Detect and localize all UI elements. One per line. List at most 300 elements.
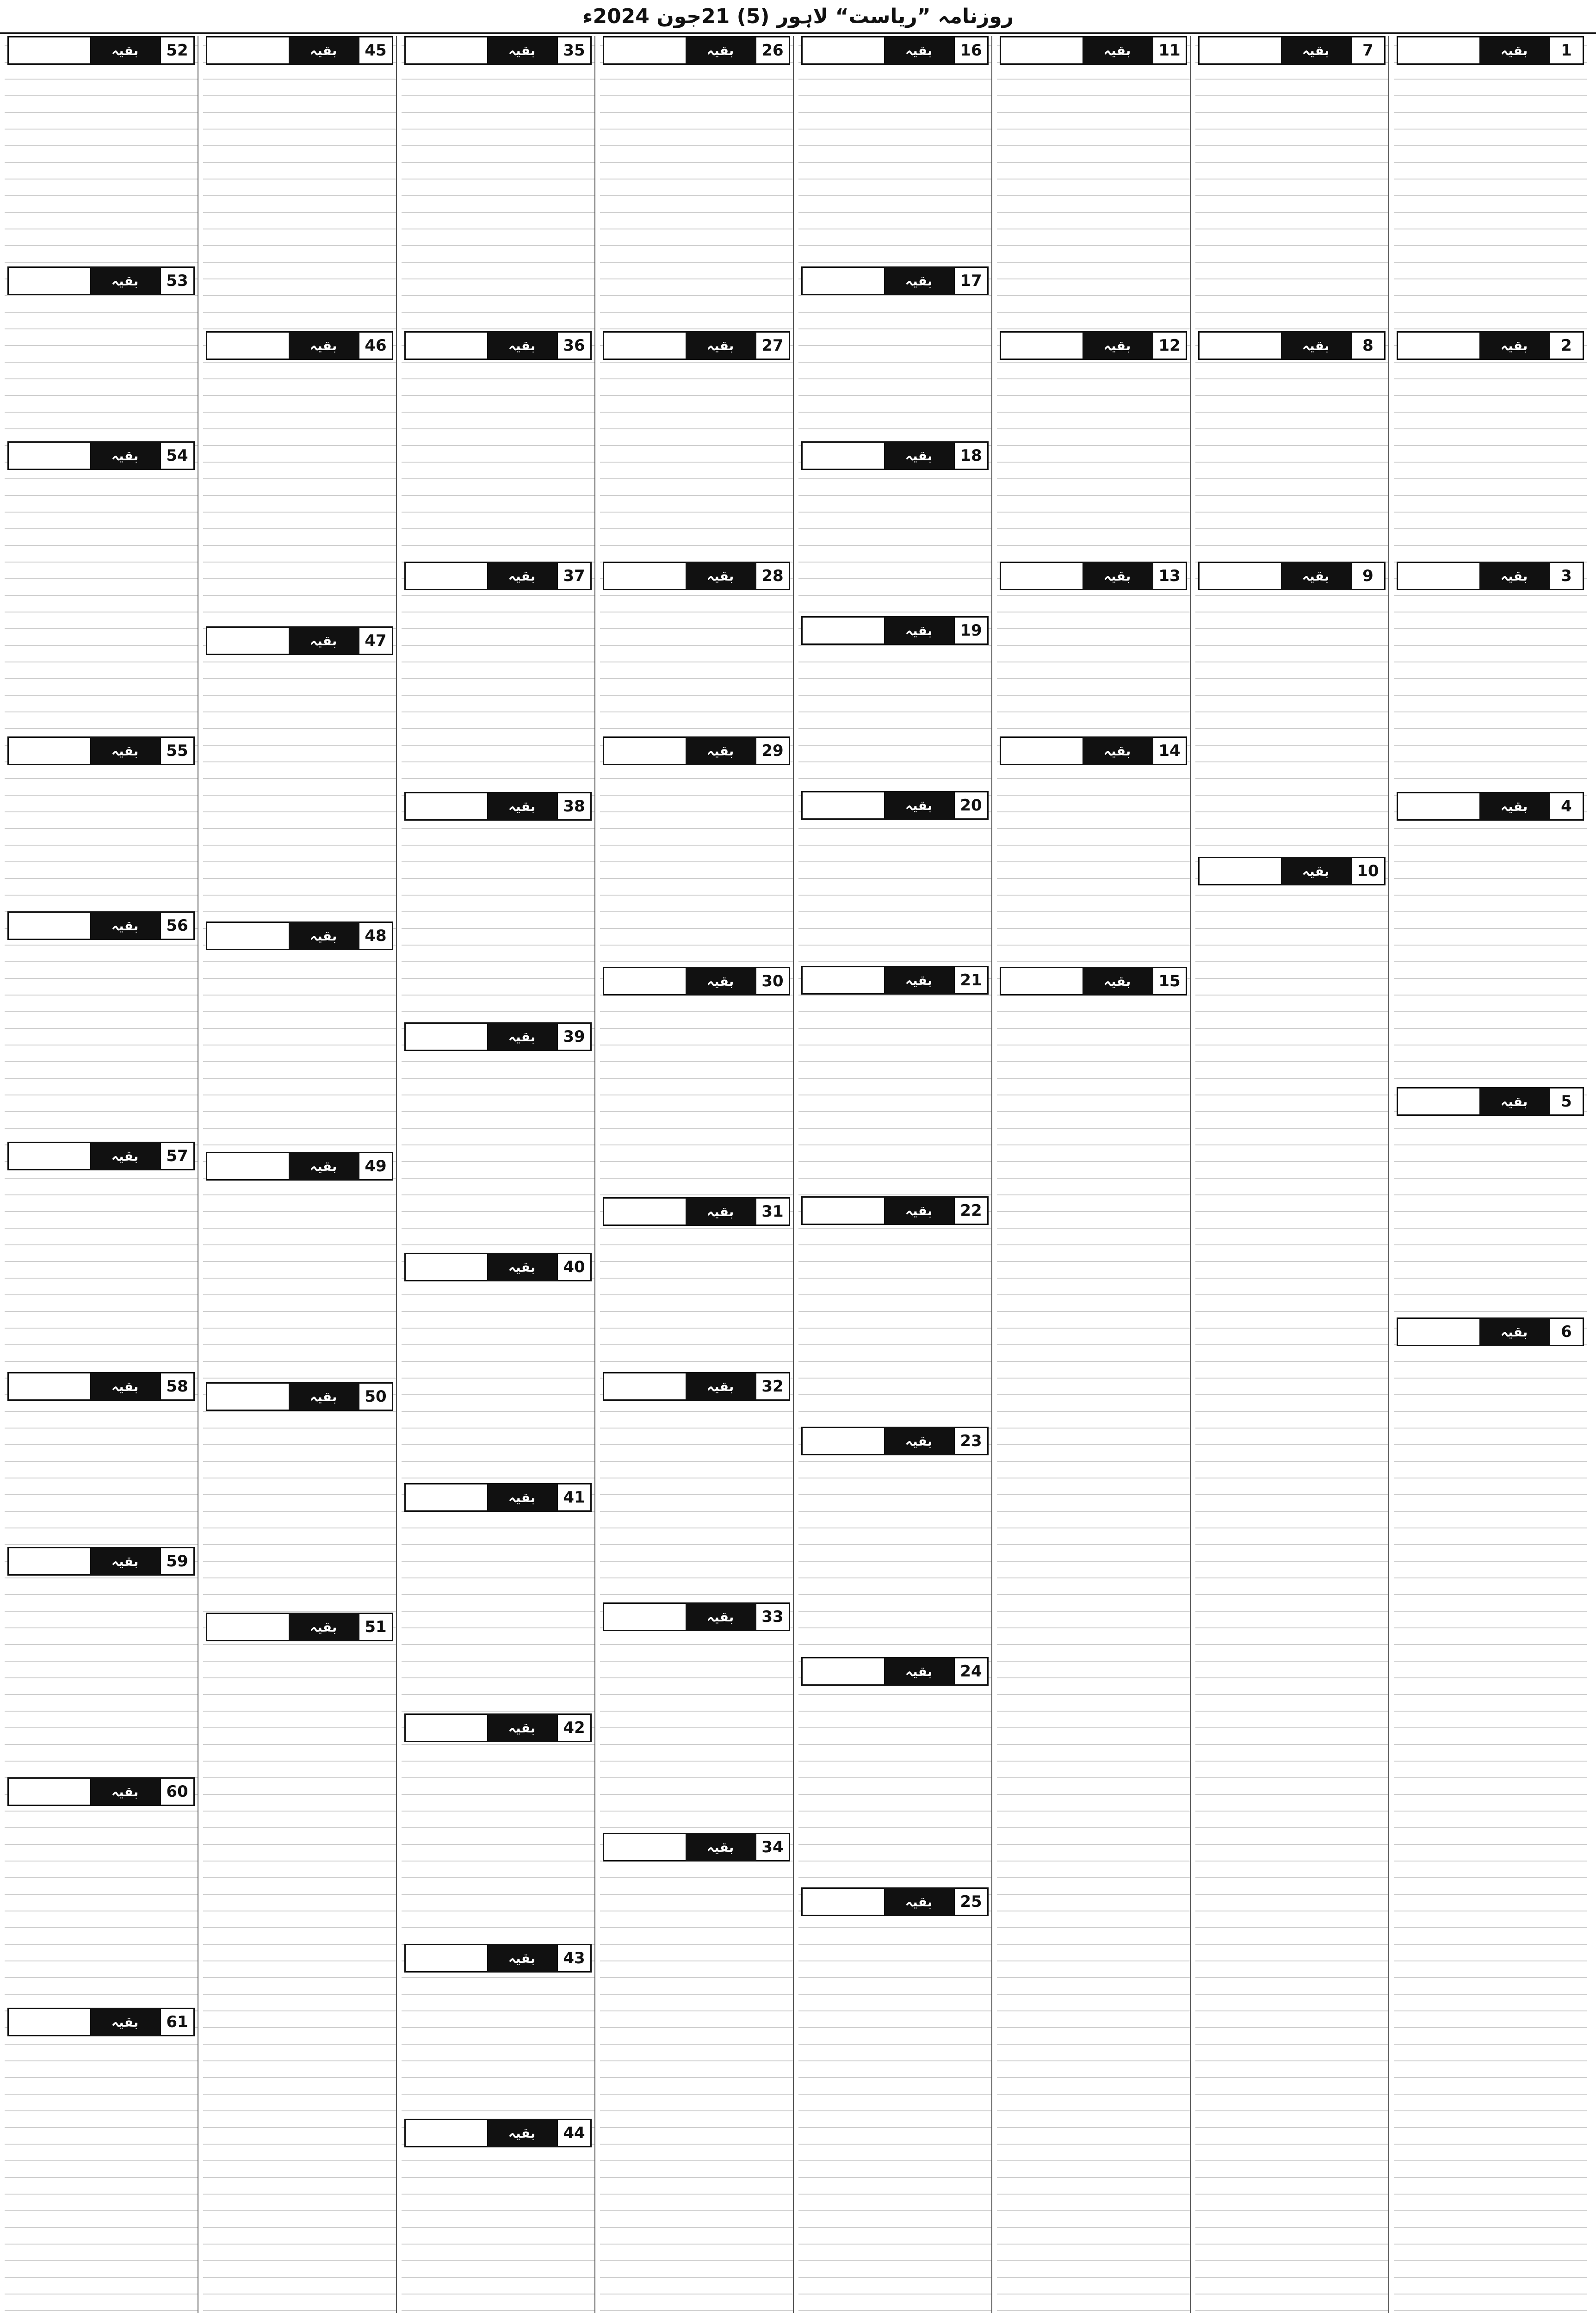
story-header-rule bbox=[803, 268, 884, 294]
masthead-title: روزنامہ ”ریاست“ لاہور (5) 21جون 2024ء bbox=[0, 0, 1596, 34]
story-header bbox=[603, 331, 790, 360]
story-header bbox=[206, 921, 393, 950]
continued-story bbox=[801, 441, 989, 609]
story-label: بقیہ bbox=[1281, 858, 1350, 884]
story-header bbox=[1000, 736, 1187, 765]
continued-story bbox=[801, 1887, 989, 2055]
story-body-text-lines bbox=[7, 1576, 195, 1770]
continued-story bbox=[7, 2008, 195, 2295]
story-body-text-lines bbox=[404, 360, 592, 554]
story-header bbox=[603, 1372, 790, 1401]
story-label: بقیہ bbox=[90, 1373, 160, 1399]
story-label: بقیہ bbox=[90, 268, 160, 294]
story-header bbox=[404, 331, 592, 360]
story-header-rule bbox=[406, 37, 487, 63]
story-header-rule bbox=[1001, 968, 1083, 994]
story-header-rule bbox=[803, 967, 884, 993]
story-body-text-lines bbox=[404, 1512, 592, 1706]
story-body-text-lines bbox=[1198, 360, 1386, 554]
continued-story bbox=[1198, 331, 1386, 554]
continued-story bbox=[7, 1547, 195, 1770]
story-header-rule bbox=[803, 1198, 884, 1224]
story-header-rule bbox=[406, 1945, 487, 1971]
continued-story bbox=[801, 966, 989, 1189]
story-label: بقیہ bbox=[1479, 1319, 1549, 1345]
story-label: بقیہ bbox=[686, 333, 755, 359]
continued-story bbox=[603, 1197, 790, 1365]
story-header bbox=[1198, 331, 1386, 360]
continued-story bbox=[801, 36, 989, 259]
continued-story bbox=[404, 1713, 592, 1936]
story-body-text-lines bbox=[206, 360, 393, 619]
story-number: 1 bbox=[1549, 37, 1583, 63]
story-number: 36 bbox=[557, 333, 590, 359]
story-label: بقیہ bbox=[487, 1484, 557, 1510]
story-number: 35 bbox=[557, 37, 590, 63]
story-header bbox=[801, 1887, 989, 1916]
continued-story bbox=[801, 1427, 989, 1650]
story-body-text-lines bbox=[7, 295, 195, 434]
story-header bbox=[206, 331, 393, 360]
story-number: 11 bbox=[1152, 37, 1186, 63]
story-header-rule bbox=[207, 628, 289, 654]
story-header bbox=[1397, 36, 1584, 65]
story-number: 8 bbox=[1350, 333, 1384, 359]
story-body-text-lines bbox=[1198, 65, 1386, 324]
story-header bbox=[1198, 36, 1386, 65]
story-body-text-lines bbox=[404, 821, 592, 1015]
story-header bbox=[801, 966, 989, 995]
story-number: 52 bbox=[160, 37, 193, 63]
continued-story bbox=[603, 562, 790, 729]
story-body-text-lines bbox=[7, 470, 195, 729]
story-header bbox=[206, 1382, 393, 1411]
continued-story bbox=[404, 1022, 592, 1245]
story-header-rule bbox=[604, 1834, 686, 1860]
story-label: بقیہ bbox=[289, 1153, 358, 1179]
story-header-rule bbox=[9, 913, 90, 939]
story-header-rule bbox=[406, 1715, 487, 1741]
continued-story bbox=[603, 36, 790, 324]
story-number: 19 bbox=[953, 618, 987, 643]
story-label: بقیہ bbox=[90, 37, 160, 63]
story-header-rule bbox=[803, 443, 884, 469]
story-body-text-lines bbox=[1397, 65, 1584, 324]
story-label: بقیہ bbox=[1479, 37, 1549, 63]
story-number: 4 bbox=[1549, 793, 1583, 819]
story-number: 29 bbox=[755, 738, 789, 764]
continued-story bbox=[7, 266, 195, 434]
story-header bbox=[7, 1547, 195, 1576]
story-number: 41 bbox=[557, 1484, 590, 1510]
story-number: 28 bbox=[755, 563, 789, 589]
story-header bbox=[206, 36, 393, 65]
story-header bbox=[404, 1022, 592, 1051]
story-number: 58 bbox=[160, 1373, 193, 1399]
story-body-text-lines bbox=[404, 65, 592, 324]
story-label: بقیہ bbox=[884, 37, 953, 63]
story-header-rule bbox=[406, 793, 487, 819]
story-header bbox=[7, 1372, 195, 1401]
story-body-text-lines bbox=[801, 1455, 989, 1650]
continued-story bbox=[603, 1833, 790, 2056]
story-number: 44 bbox=[557, 2120, 590, 2146]
story-header bbox=[801, 1196, 989, 1225]
story-header-rule bbox=[604, 1604, 686, 1630]
story-header bbox=[603, 562, 790, 590]
story-number: 7 bbox=[1350, 37, 1384, 63]
column-3 bbox=[997, 36, 1191, 2313]
continued-story bbox=[603, 736, 790, 959]
continued-story bbox=[404, 1253, 592, 1476]
story-body-text-lines bbox=[801, 995, 989, 1189]
story-header-rule bbox=[207, 1384, 289, 1410]
story-header-rule bbox=[9, 443, 90, 469]
story-header-rule bbox=[604, 37, 686, 63]
story-number: 12 bbox=[1152, 333, 1186, 359]
continued-story bbox=[1000, 736, 1187, 959]
continued-story bbox=[801, 616, 989, 784]
story-number: 32 bbox=[755, 1373, 789, 1399]
story-header-rule bbox=[604, 333, 686, 359]
story-label: بقیہ bbox=[686, 37, 755, 63]
story-header-rule bbox=[207, 1153, 289, 1179]
story-header bbox=[1000, 562, 1187, 590]
story-header-rule bbox=[9, 37, 90, 63]
story-number: 59 bbox=[160, 1548, 193, 1574]
story-body-text-lines bbox=[1397, 360, 1584, 554]
story-body-text-lines bbox=[801, 470, 989, 609]
story-header bbox=[1000, 36, 1187, 65]
story-body-text-lines bbox=[206, 1641, 393, 1836]
story-header bbox=[404, 1483, 592, 1512]
story-header bbox=[1397, 562, 1584, 590]
story-label: بقیہ bbox=[1083, 738, 1152, 764]
story-label: بقیہ bbox=[1281, 37, 1350, 63]
story-header bbox=[7, 266, 195, 295]
story-label: بقیہ bbox=[686, 1834, 755, 1860]
story-body-text-lines bbox=[1397, 1116, 1584, 1310]
story-header bbox=[603, 36, 790, 65]
continued-story bbox=[603, 331, 790, 554]
story-label: بقیہ bbox=[1083, 333, 1152, 359]
story-label: بقیہ bbox=[884, 268, 953, 294]
story-header-rule bbox=[604, 738, 686, 764]
continued-story bbox=[603, 1372, 790, 1595]
story-label: بقیہ bbox=[487, 1715, 557, 1741]
continued-story bbox=[1000, 36, 1187, 324]
story-body-text-lines bbox=[1000, 360, 1187, 554]
story-body-text-lines bbox=[801, 820, 989, 959]
story-label: بقیہ bbox=[1479, 563, 1549, 589]
story-header-rule bbox=[406, 1254, 487, 1280]
story-header-rule bbox=[1398, 563, 1479, 589]
story-body-text-lines bbox=[7, 1401, 195, 1540]
story-header bbox=[7, 911, 195, 940]
story-body-text-lines bbox=[1397, 590, 1584, 785]
story-header bbox=[801, 266, 989, 295]
story-header bbox=[404, 1713, 592, 1742]
story-header-rule bbox=[1200, 563, 1281, 589]
story-header bbox=[801, 1427, 989, 1455]
story-label: بقیہ bbox=[487, 793, 557, 819]
continued-story bbox=[801, 1196, 989, 1419]
continued-story bbox=[603, 1602, 790, 1825]
story-number: 37 bbox=[557, 563, 590, 589]
story-header-rule bbox=[207, 37, 289, 63]
story-label: بقیہ bbox=[686, 1604, 755, 1630]
story-body-text-lines bbox=[603, 360, 790, 554]
story-body-text-lines bbox=[603, 1862, 790, 2056]
story-header-rule bbox=[207, 333, 289, 359]
story-header bbox=[7, 1142, 195, 1170]
story-number: 47 bbox=[358, 628, 392, 654]
story-label: بقیہ bbox=[90, 1779, 160, 1805]
story-label: بقیہ bbox=[487, 563, 557, 589]
story-body-text-lines bbox=[603, 1631, 790, 1825]
story-header bbox=[404, 792, 592, 821]
story-header bbox=[7, 441, 195, 470]
story-header bbox=[404, 36, 592, 65]
story-header bbox=[206, 626, 393, 655]
story-header-rule bbox=[1398, 333, 1479, 359]
story-body-text-lines bbox=[1000, 765, 1187, 959]
story-header bbox=[404, 562, 592, 590]
story-number: 15 bbox=[1152, 968, 1186, 994]
story-body-text-lines bbox=[1000, 996, 1187, 1255]
story-header bbox=[603, 967, 790, 996]
story-header-rule bbox=[604, 1199, 686, 1225]
story-label: بقیہ bbox=[1083, 37, 1152, 63]
continued-story bbox=[1397, 792, 1584, 1080]
story-body-text-lines bbox=[404, 1281, 592, 1476]
story-header-rule bbox=[9, 1373, 90, 1399]
story-number: 24 bbox=[953, 1658, 987, 1684]
story-label: بقیہ bbox=[1281, 563, 1350, 589]
story-body-text-lines bbox=[404, 2147, 592, 2286]
story-header bbox=[7, 736, 195, 765]
story-header-rule bbox=[9, 1548, 90, 1574]
continued-story bbox=[7, 1142, 195, 1365]
story-body-text-lines bbox=[603, 1401, 790, 1595]
story-header-rule bbox=[803, 792, 884, 818]
story-header-rule bbox=[9, 738, 90, 764]
story-header bbox=[801, 441, 989, 470]
continued-story bbox=[1000, 562, 1187, 729]
story-label: بقیہ bbox=[90, 2009, 160, 2035]
story-header bbox=[1397, 331, 1584, 360]
story-label: بقیہ bbox=[90, 1143, 160, 1169]
continued-story bbox=[7, 36, 195, 259]
story-body-text-lines bbox=[603, 1226, 790, 1365]
story-number: 21 bbox=[953, 967, 987, 993]
continued-story bbox=[206, 36, 393, 324]
story-label: بقیہ bbox=[487, 1945, 557, 1971]
story-label: بقیہ bbox=[90, 443, 160, 469]
story-body-text-lines bbox=[1000, 65, 1187, 324]
story-header bbox=[1198, 857, 1386, 885]
story-label: بقیہ bbox=[487, 1254, 557, 1280]
story-number: 57 bbox=[160, 1143, 193, 1169]
story-header-rule bbox=[1200, 858, 1281, 884]
story-label: بقیہ bbox=[1083, 968, 1152, 994]
story-number: 46 bbox=[358, 333, 392, 359]
story-header-rule bbox=[9, 2009, 90, 2035]
story-header-rule bbox=[803, 1889, 884, 1915]
story-header bbox=[404, 2119, 592, 2147]
column-7 bbox=[203, 36, 397, 2313]
story-label: بقیہ bbox=[884, 1658, 953, 1684]
story-label: بقیہ bbox=[289, 923, 358, 949]
story-number: 16 bbox=[953, 37, 987, 63]
story-number: 43 bbox=[557, 1945, 590, 1971]
story-label: بقیہ bbox=[884, 967, 953, 993]
story-number: 39 bbox=[557, 1024, 590, 1050]
story-body-text-lines bbox=[7, 1170, 195, 1365]
story-number: 61 bbox=[160, 2009, 193, 2035]
continued-story bbox=[7, 736, 195, 904]
story-label: بقیہ bbox=[487, 2120, 557, 2146]
story-body-text-lines bbox=[206, 950, 393, 1144]
story-number: 48 bbox=[358, 923, 392, 949]
story-header bbox=[801, 1657, 989, 1686]
story-header bbox=[801, 791, 989, 820]
story-header bbox=[801, 616, 989, 645]
column-2 bbox=[1195, 36, 1389, 2313]
story-number: 25 bbox=[953, 1889, 987, 1915]
story-body-text-lines bbox=[7, 65, 195, 259]
continued-story bbox=[404, 1944, 592, 2111]
story-body-text-lines bbox=[603, 765, 790, 959]
story-label: بقیہ bbox=[884, 1198, 953, 1224]
story-body-text-lines bbox=[801, 1916, 989, 2055]
story-header bbox=[1397, 1087, 1584, 1116]
continued-story bbox=[404, 562, 592, 785]
story-number: 42 bbox=[557, 1715, 590, 1741]
story-label: بقیہ bbox=[884, 618, 953, 643]
continued-story bbox=[801, 791, 989, 959]
story-header-rule bbox=[604, 563, 686, 589]
continued-story bbox=[801, 1657, 989, 1880]
story-label: بقیہ bbox=[884, 1428, 953, 1454]
story-body-text-lines bbox=[404, 1742, 592, 1936]
story-number: 5 bbox=[1549, 1088, 1583, 1114]
story-header-rule bbox=[1200, 37, 1281, 63]
story-header-rule bbox=[1398, 1088, 1479, 1114]
story-header bbox=[1397, 1317, 1584, 1346]
continued-story bbox=[404, 2119, 592, 2286]
continued-story bbox=[1000, 967, 1187, 1255]
story-number: 53 bbox=[160, 268, 193, 294]
continued-story bbox=[1397, 562, 1584, 785]
story-label: بقیہ bbox=[487, 333, 557, 359]
story-number: 31 bbox=[755, 1199, 789, 1225]
story-header-rule bbox=[1200, 333, 1281, 359]
story-number: 34 bbox=[755, 1834, 789, 1860]
story-header-rule bbox=[604, 968, 686, 994]
story-header-rule bbox=[803, 37, 884, 63]
story-number: 9 bbox=[1350, 563, 1384, 589]
story-body-text-lines bbox=[404, 590, 592, 785]
continued-story bbox=[1198, 562, 1386, 849]
story-header bbox=[1198, 562, 1386, 590]
story-label: بقیہ bbox=[686, 738, 755, 764]
story-body-text-lines bbox=[1397, 1346, 1584, 1605]
story-header-rule bbox=[9, 1143, 90, 1169]
story-number: 6 bbox=[1549, 1319, 1583, 1345]
story-body-text-lines bbox=[603, 590, 790, 729]
story-label: بقیہ bbox=[884, 792, 953, 818]
continued-story bbox=[603, 967, 790, 1190]
story-body-text-lines bbox=[801, 645, 989, 784]
story-label: بقیہ bbox=[289, 333, 358, 359]
story-header-rule bbox=[1398, 1319, 1479, 1345]
story-body-text-lines bbox=[801, 65, 989, 259]
columns bbox=[9, 36, 1587, 2313]
story-number: 51 bbox=[358, 1614, 392, 1640]
story-label: بقیہ bbox=[90, 913, 160, 939]
story-label: بقیہ bbox=[686, 968, 755, 994]
story-label: بقیہ bbox=[686, 1373, 755, 1399]
continued-story bbox=[206, 1613, 393, 1836]
story-number: 18 bbox=[953, 443, 987, 469]
story-header bbox=[1397, 792, 1584, 821]
continued-story bbox=[404, 792, 592, 1015]
story-header-rule bbox=[406, 2120, 487, 2146]
story-number: 27 bbox=[755, 333, 789, 359]
story-number: 14 bbox=[1152, 738, 1186, 764]
story-label: بقیہ bbox=[487, 37, 557, 63]
story-body-text-lines bbox=[7, 940, 195, 1134]
story-body-text-lines bbox=[206, 65, 393, 324]
story-body-text-lines bbox=[801, 295, 989, 434]
story-header-rule bbox=[9, 268, 90, 294]
column-8 bbox=[5, 36, 198, 2313]
story-header-rule bbox=[406, 1484, 487, 1510]
story-body-text-lines bbox=[404, 1973, 592, 2111]
continued-story bbox=[1397, 331, 1584, 554]
story-number: 54 bbox=[160, 443, 193, 469]
story-header-rule bbox=[207, 1614, 289, 1640]
story-header bbox=[404, 1944, 592, 1973]
story-header-rule bbox=[1398, 37, 1479, 63]
story-header bbox=[1000, 967, 1187, 996]
story-header bbox=[801, 36, 989, 65]
story-number: 50 bbox=[358, 1384, 392, 1410]
story-header-rule bbox=[9, 1779, 90, 1805]
story-body-text-lines bbox=[7, 765, 195, 904]
column-4 bbox=[798, 36, 992, 2313]
story-header-rule bbox=[1398, 793, 1479, 819]
story-number: 10 bbox=[1350, 858, 1384, 884]
continued-story bbox=[206, 331, 393, 619]
story-number: 60 bbox=[160, 1779, 193, 1805]
story-label: بقیہ bbox=[1479, 1088, 1549, 1114]
story-header-rule bbox=[1001, 738, 1083, 764]
story-header bbox=[206, 1152, 393, 1181]
story-body-text-lines bbox=[404, 1051, 592, 1245]
story-number: 13 bbox=[1152, 563, 1186, 589]
story-body-text-lines bbox=[801, 1686, 989, 1880]
story-body-text-lines bbox=[1198, 590, 1386, 849]
story-number: 30 bbox=[755, 968, 789, 994]
story-label: بقیہ bbox=[686, 1199, 755, 1225]
story-header-rule bbox=[604, 1373, 686, 1399]
continued-story bbox=[7, 1777, 195, 2000]
story-number: 55 bbox=[160, 738, 193, 764]
continued-story bbox=[206, 921, 393, 1144]
continued-story bbox=[7, 911, 195, 1134]
